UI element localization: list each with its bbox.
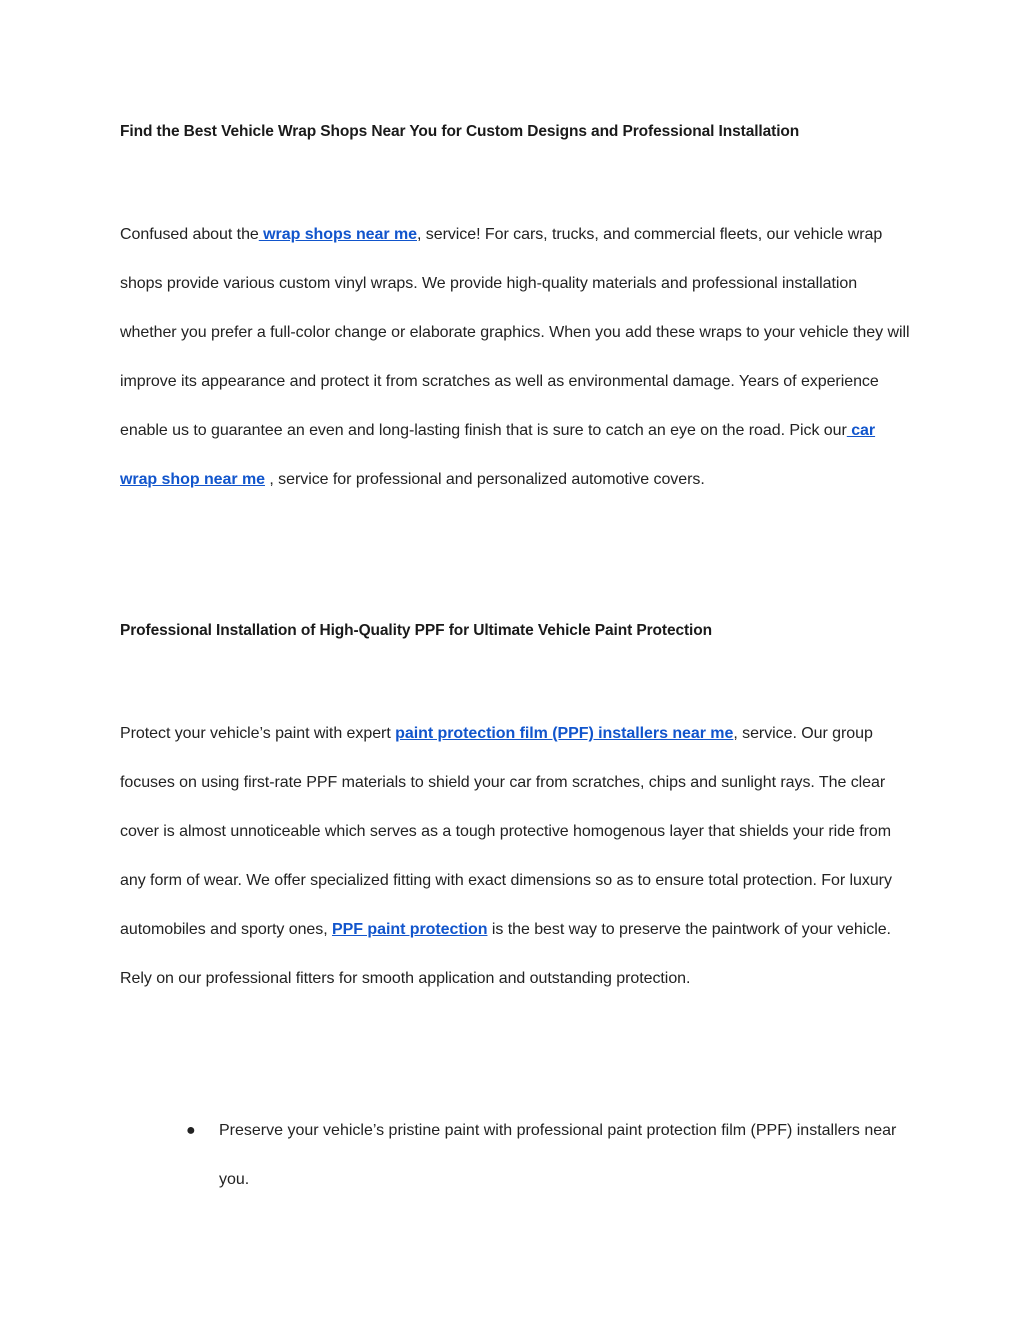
bullet-text: Preserve your vehicle’s pristine paint with professional paint protection film (PPF) installers near you.: [219, 1122, 897, 1188]
section2-heading: Professional Installation of High-Quality PPF for Ultimate Vehicle Paint Protection: [120, 622, 712, 639]
wrap-shops-near-me-link[interactable]: wrap shops near me: [258, 226, 417, 243]
section1-heading: Find the Best Vehicle Wrap Shops Near You for Custom Designs and Professional Installation: [120, 123, 800, 140]
section2-text-1: Protect your vehicle’s paint with expert: [120, 725, 396, 742]
section1-paragraph: [120, 210, 910, 504]
section2-text-2: , service. Our group focuses on using first-rate PPF materials to shield your car from scratches, chips and sunlight rays. The clear cover is almost unnoticeable which serves as a tough protective homogenous layer that shields your ride from any form of wear. We offer specialized fitting with exact dimensions so as to ensure total protection. For luxury automobiles and sporty ones,: [120, 725, 892, 938]
section1-text-2: , service! For cars, trucks, and commercial fleets, our vehicle wrap shops provide various custom vinyl wraps. We provide high-quality materials and professional installation whether you prefer a full-color change or elaborate graphics. When you add these wraps to your vehicle they will improve its appearance and protect it from scratches as well as environmental damage. Years of experience enable us to guarantee an even and long-lasting finish that is sure to catch an eye on the road. Pick our: [120, 226, 910, 439]
bullet-icon: ●: [186, 1122, 196, 1139]
section1-text-3: , service for professional and personalized automotive covers.: [264, 471, 705, 488]
ppf-installers-near-me-link[interactable]: paint protection film (PPF) installers near me: [395, 725, 734, 742]
car-wrap-shop-near-me-link[interactable]: car wrap shop near me: [120, 422, 876, 488]
ppf-paint-protection-link[interactable]: PPF paint protection: [332, 921, 488, 938]
section1-text-1: Confused about the: [120, 226, 259, 243]
section2-text-3: is the best way to preserve the paintwork of your vehicle. Rely on our professional fitters for smooth application and outstanding protection.: [120, 921, 891, 987]
section2-paragraph: [120, 709, 910, 1003]
